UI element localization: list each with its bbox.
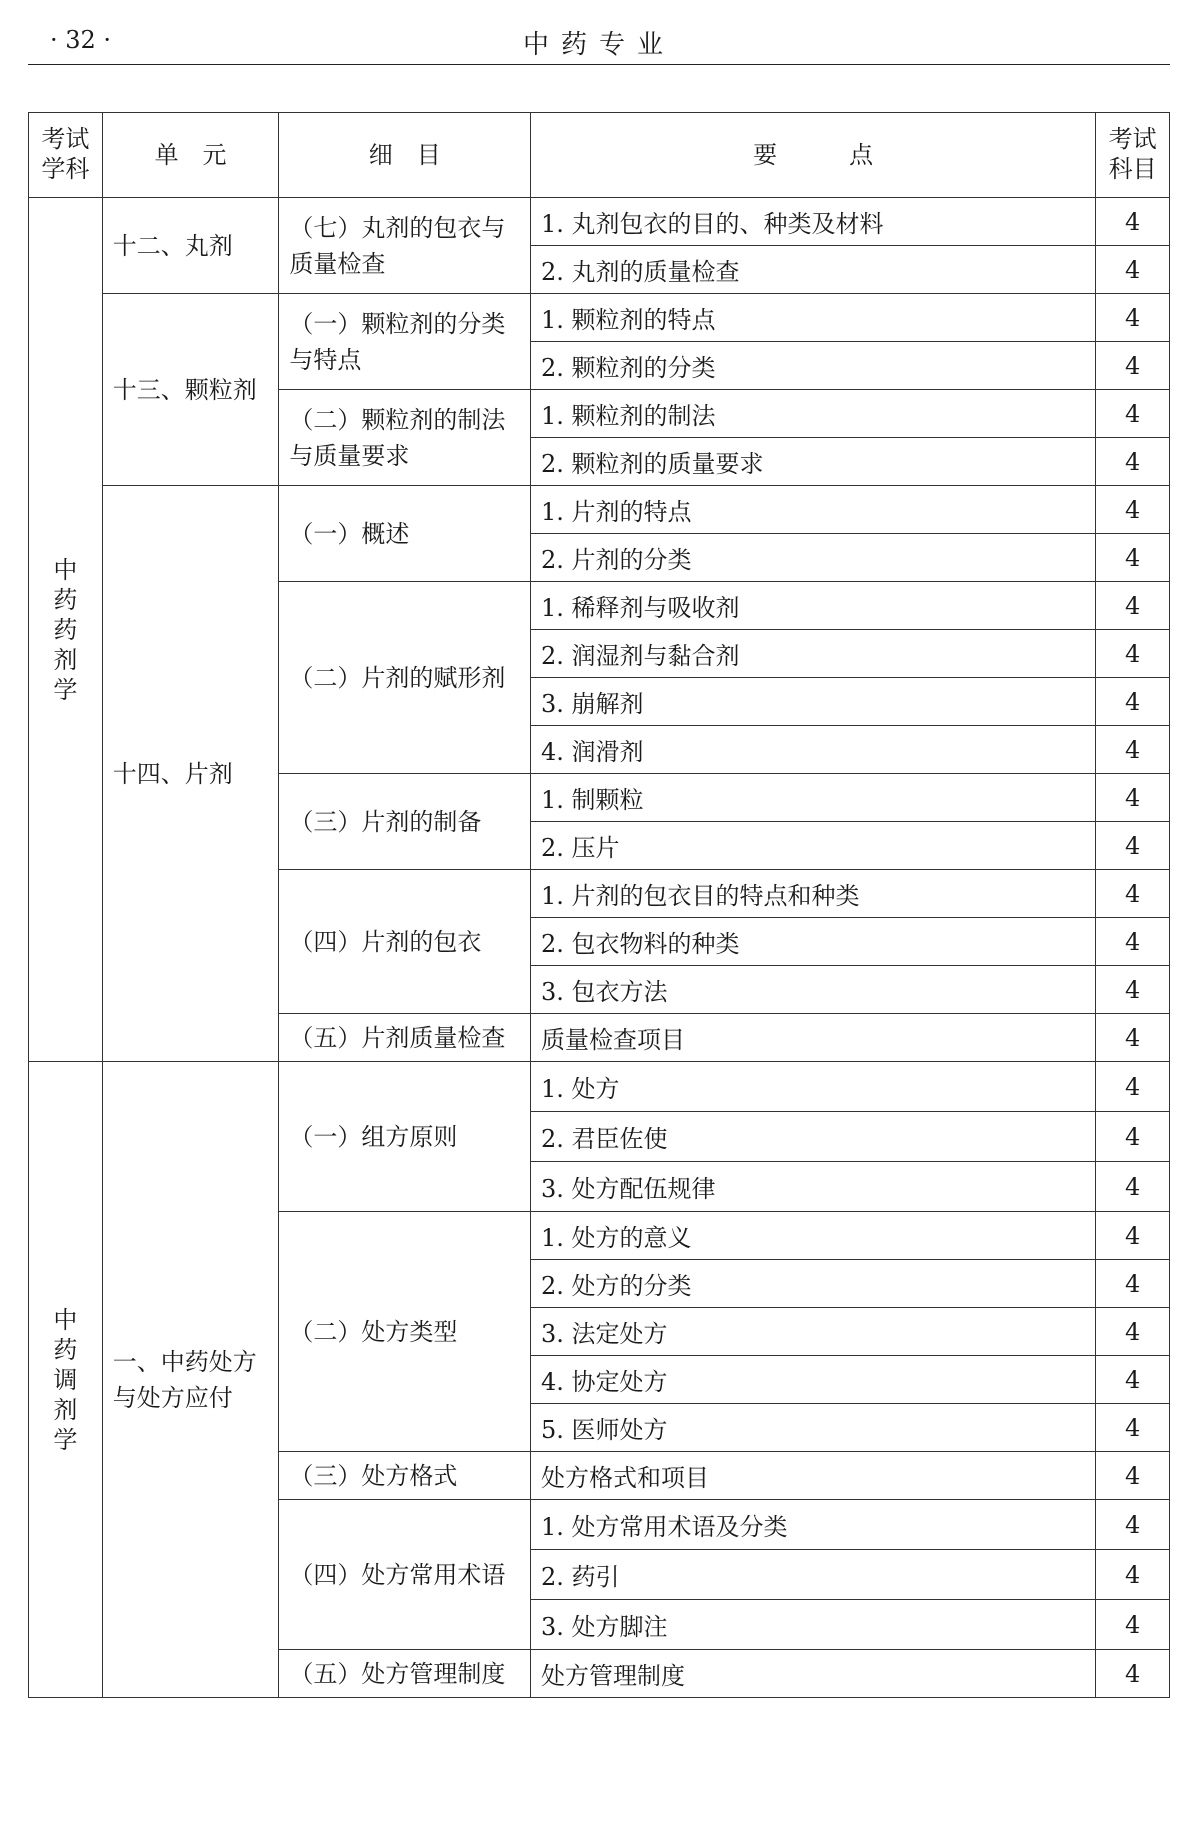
point-cell: 4. 协定处方 — [531, 1356, 1096, 1404]
point-cell: 2. 润湿剂与黏合剂 — [531, 630, 1096, 678]
point-cell: 2. 处方的分类 — [531, 1260, 1096, 1308]
point-cell: 1. 制颗粒 — [531, 774, 1096, 822]
detail-cell: （一）颗粒剂的分类与特点 — [279, 294, 531, 390]
point-cell: 1. 颗粒剂的制法 — [531, 390, 1096, 438]
point-cell: 2. 君臣佐使 — [531, 1112, 1096, 1162]
table-row — [29, 294, 1170, 342]
point-cell: 1. 丸剂包衣的目的、种类及材料 — [531, 198, 1096, 246]
exam-subject-cell: 4 — [1096, 1112, 1170, 1162]
detail-cell: （七）丸剂的包衣与质量检查 — [279, 198, 531, 294]
exam-subject-cell: 4 — [1096, 678, 1170, 726]
point-cell: 4. 润滑剂 — [531, 726, 1096, 774]
detail-cell: （一）组方原则 — [279, 1062, 531, 1212]
point-cell: 1. 片剂的特点 — [531, 486, 1096, 534]
point-cell: 3. 崩解剂 — [531, 678, 1096, 726]
col-header-detail: 细 目 — [279, 113, 531, 198]
point-cell: 1. 颗粒剂的特点 — [531, 294, 1096, 342]
exam-subject-cell: 4 — [1096, 246, 1170, 294]
point-cell: 2. 颗粒剂的质量要求 — [531, 438, 1096, 486]
exam-subject-cell: 4 — [1096, 486, 1170, 534]
point-cell: 1. 处方的意义 — [531, 1212, 1096, 1260]
point-cell: 3. 处方脚注 — [531, 1600, 1096, 1650]
point-cell: 2. 包衣物料的种类 — [531, 918, 1096, 966]
exam-subject-cell: 4 — [1096, 918, 1170, 966]
exam-subject-cell: 4 — [1096, 1356, 1170, 1404]
exam-subject-cell: 4 — [1096, 1162, 1170, 1212]
exam-subject-cell: 4 — [1096, 1062, 1170, 1112]
point-cell: 3. 处方配伍规律 — [531, 1162, 1096, 1212]
exam-subject-cell: 4 — [1096, 726, 1170, 774]
detail-cell: （二）颗粒剂的制法与质量要求 — [279, 390, 531, 486]
point-cell: 1. 处方常用术语及分类 — [531, 1500, 1096, 1550]
page-header — [28, 22, 1170, 58]
point-cell: 2. 丸剂的质量检查 — [531, 246, 1096, 294]
unit-cell: 一、中药处方与处方应付 — [102, 1062, 279, 1698]
exam-subject-cell: 4 — [1096, 1212, 1170, 1260]
exam-subject-cell: 4 — [1096, 630, 1170, 678]
detail-cell: （三）处方格式 — [279, 1452, 531, 1500]
detail-cell: （一）概述 — [279, 486, 531, 582]
detail-cell: （四）处方常用术语 — [279, 1500, 531, 1650]
table-row — [29, 1062, 1170, 1112]
exam-subject-cell: 4 — [1096, 870, 1170, 918]
subject-label: 中药药剂学 — [53, 555, 78, 704]
table-body — [29, 198, 1170, 1698]
exam-subject-cell: 4 — [1096, 1404, 1170, 1452]
header-rule — [28, 64, 1170, 65]
col-header-subject: 考试学科 — [29, 113, 103, 198]
subject-cell — [29, 198, 103, 1062]
point-cell: 2. 药引 — [531, 1550, 1096, 1600]
syllabus-table — [28, 112, 1170, 1698]
subject-label: 中药调剂学 — [53, 1305, 78, 1454]
exam-subject-cell: 4 — [1096, 294, 1170, 342]
exam-subject-cell: 4 — [1096, 1452, 1170, 1500]
exam-subject-cell: 4 — [1096, 1600, 1170, 1650]
exam-subject-cell: 4 — [1096, 966, 1170, 1014]
page-number: · 32 · — [50, 26, 112, 54]
exam-subject-cell: 4 — [1096, 1014, 1170, 1062]
exam-subject-cell: 4 — [1096, 342, 1170, 390]
exam-subject-cell: 4 — [1096, 822, 1170, 870]
table-header-row — [29, 113, 1170, 198]
point-cell: 5. 医师处方 — [531, 1404, 1096, 1452]
col-header-unit: 单 元 — [102, 113, 279, 198]
detail-cell: （二）片剂的赋形剂 — [279, 582, 531, 774]
exam-subject-cell: 4 — [1096, 438, 1170, 486]
exam-subject-cell: 4 — [1096, 582, 1170, 630]
detail-cell: （五）处方管理制度 — [279, 1650, 531, 1698]
exam-subject-cell: 4 — [1096, 1308, 1170, 1356]
exam-subject-cell: 4 — [1096, 198, 1170, 246]
table-row — [29, 486, 1170, 534]
page-title: 中药专业 — [522, 30, 675, 60]
point-cell: 3. 包衣方法 — [531, 966, 1096, 1014]
point-cell: 1. 处方 — [531, 1062, 1096, 1112]
exam-subject-cell: 4 — [1096, 534, 1170, 582]
unit-cell: 十二、丸剂 — [102, 198, 279, 294]
exam-subject-cell: 4 — [1096, 774, 1170, 822]
point-cell: 1. 稀释剂与吸收剂 — [531, 582, 1096, 630]
table-row — [29, 198, 1170, 246]
point-cell: 处方管理制度 — [531, 1650, 1096, 1698]
point-cell: 2. 片剂的分类 — [531, 534, 1096, 582]
detail-cell: （三）片剂的制备 — [279, 774, 531, 870]
exam-subject-cell: 4 — [1096, 1260, 1170, 1308]
detail-cell: （二）处方类型 — [279, 1212, 531, 1452]
exam-subject-cell: 4 — [1096, 1650, 1170, 1698]
point-cell: 2. 压片 — [531, 822, 1096, 870]
exam-subject-cell: 4 — [1096, 1550, 1170, 1600]
unit-cell: 十三、颗粒剂 — [102, 294, 279, 486]
point-cell: 2. 颗粒剂的分类 — [531, 342, 1096, 390]
exam-subject-cell: 4 — [1096, 390, 1170, 438]
col-header-points: 要 点 — [531, 113, 1096, 198]
point-cell: 1. 片剂的包衣目的特点和种类 — [531, 870, 1096, 918]
unit-cell: 十四、片剂 — [102, 486, 279, 1062]
exam-subject-cell: 4 — [1096, 1500, 1170, 1550]
point-cell: 3. 法定处方 — [531, 1308, 1096, 1356]
col-header-exam: 考试科目 — [1096, 113, 1170, 198]
detail-cell: （四）片剂的包衣 — [279, 870, 531, 1014]
detail-cell: （五）片剂质量检查 — [279, 1014, 531, 1062]
subject-cell — [29, 1062, 103, 1698]
point-cell: 处方格式和项目 — [531, 1452, 1096, 1500]
point-cell: 质量检查项目 — [531, 1014, 1096, 1062]
